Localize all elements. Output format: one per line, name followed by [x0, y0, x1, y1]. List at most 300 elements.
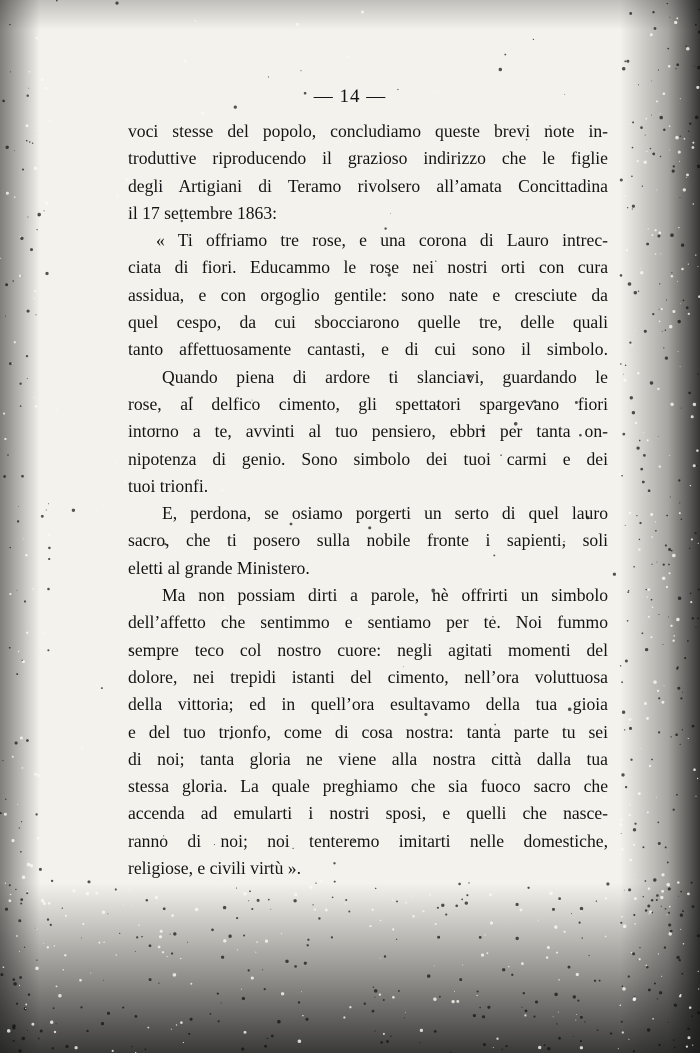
- scan-speck: [26, 140, 28, 142]
- scan-speck: [671, 275, 674, 278]
- scan-speck: [658, 953, 659, 954]
- scan-speck: [372, 1010, 375, 1013]
- scan-speck: [445, 914, 447, 916]
- scan-speck: [549, 892, 553, 896]
- scan-speck: [689, 122, 691, 124]
- scan-speck: [629, 341, 631, 343]
- scan-speck: [687, 640, 689, 642]
- scan-speck: [662, 331, 663, 332]
- scan-speck: [629, 859, 632, 862]
- scan-speck: [691, 1015, 693, 1017]
- scan-speck: [547, 1047, 550, 1050]
- scan-speck: [435, 923, 437, 925]
- scan-speck: [9, 647, 11, 649]
- scan-speck: [670, 930, 673, 933]
- scan-speck: [679, 135, 680, 136]
- scan-speck: [361, 11, 364, 14]
- scan-speck: [639, 440, 641, 442]
- scan-speck: [262, 969, 263, 970]
- scan-speck: [636, 515, 637, 516]
- scan-speck: [655, 253, 656, 254]
- scan-speck: [44, 210, 45, 211]
- scan-speck: [689, 548, 690, 549]
- scan-speck: [30, 864, 33, 867]
- scan-speck: [298, 1040, 302, 1044]
- scan-speck: [575, 1020, 576, 1021]
- scan-speck: [296, 23, 299, 26]
- text-line: rose, al delfico cimento, gli spettatori spargevano fiori: [128, 393, 608, 414]
- scan-speck: [22, 660, 23, 661]
- scan-speck: [647, 439, 649, 441]
- scan-speck: [665, 356, 668, 359]
- scan-speck: [641, 748, 642, 749]
- scan-speck: [131, 1046, 132, 1047]
- scan-speck: [183, 1042, 184, 1043]
- scan-speck: [41, 78, 44, 81]
- scan-speck: [693, 403, 696, 406]
- scan-speck: [658, 731, 660, 733]
- scan-speck: [26, 739, 29, 742]
- scan-speck: [628, 723, 629, 724]
- scan-speck: [640, 126, 643, 129]
- scan-speck: [668, 887, 671, 890]
- scan-speck: [633, 828, 636, 831]
- scan-speck: [658, 436, 659, 437]
- scan-speck: [0, 258, 1, 259]
- text-line: quel cespo, da cui sbocciarono quelle tre, delle quali: [128, 312, 608, 333]
- scan-speck: [4, 438, 6, 440]
- scan-speck: [248, 969, 250, 971]
- scan-speck: [684, 657, 686, 659]
- scan-speck: [116, 195, 118, 197]
- scan-speck: [427, 974, 430, 977]
- scan-speck: [668, 65, 671, 68]
- scan-speck: [661, 308, 663, 310]
- scan-speck: [659, 309, 660, 310]
- scan-speck: [348, 911, 350, 913]
- scan-speck: [667, 861, 669, 863]
- text-line: di noi; tanta gloria ne viene alla nostra città dalla tua: [128, 748, 608, 769]
- scan-speck: [190, 983, 192, 985]
- scan-speck: [642, 186, 643, 187]
- scan-speck: [0, 973, 3, 976]
- scan-speck: [180, 1021, 183, 1024]
- scan-speck: [369, 925, 371, 927]
- scan-speck: [627, 591, 629, 593]
- scan-speck: [37, 774, 40, 777]
- scan-speck: [103, 942, 105, 944]
- scan-speck: [656, 562, 657, 563]
- scan-speck: [80, 1006, 82, 1008]
- scan-speck: [159, 935, 162, 938]
- scan-speck: [10, 71, 11, 72]
- scan-speck: [622, 67, 625, 70]
- text-line: dolore, nei trepidi istanti del cimento, nell’ora voluttuosa: [128, 666, 608, 687]
- scan-speck: [686, 306, 689, 309]
- scan-speck: [39, 868, 42, 871]
- scan-speck: [298, 1001, 300, 1003]
- scan-speck: [505, 1045, 507, 1047]
- scan-speck: [22, 875, 26, 879]
- scan-speck: [158, 946, 161, 949]
- scan-speck: [683, 300, 685, 302]
- scan-speck: [692, 905, 695, 908]
- scan-speck: [476, 995, 477, 996]
- scan-speck: [681, 973, 683, 975]
- scan-speck: [642, 481, 645, 484]
- scan-speck: [628, 1039, 629, 1040]
- scan-speck: [9, 362, 12, 365]
- scan-speck: [264, 1045, 267, 1048]
- scan-speck: [580, 1016, 583, 1019]
- scan-speck: [648, 489, 651, 492]
- scan-speck: [325, 908, 328, 911]
- scan-speck: [676, 63, 679, 66]
- scan-speck: [667, 914, 668, 915]
- scan-speck: [594, 980, 596, 982]
- scan-speck: [281, 992, 284, 995]
- scan-speck: [16, 1003, 18, 1005]
- scan-speck: [236, 888, 237, 889]
- scan-speck: [666, 515, 668, 517]
- scan-speck: [35, 813, 37, 815]
- scan-speck: [571, 913, 572, 914]
- scan-speck: [347, 56, 349, 58]
- scan-speck: [516, 937, 519, 940]
- scan-speck: [624, 890, 625, 891]
- scan-speck: [20, 898, 23, 901]
- scan-speck: [43, 943, 44, 944]
- scan-speck: [639, 539, 641, 541]
- scan-speck: [673, 635, 675, 637]
- scan-speck: [5, 882, 6, 883]
- scan-speck: [163, 907, 166, 910]
- scan-speck: [81, 747, 84, 750]
- scan-speck: [15, 889, 16, 890]
- scan-speck: [105, 311, 106, 312]
- scan-speck: [18, 651, 19, 652]
- scan-speck: [663, 644, 664, 645]
- text-line: stessa gloria. La quale preghiamo che sia fuoco sacro che: [128, 776, 608, 797]
- scan-speck: [679, 512, 681, 514]
- scan-speck: [147, 1027, 149, 1029]
- scan-speck: [688, 738, 689, 739]
- scan-speck: [56, 409, 58, 411]
- scan-speck: [21, 475, 24, 478]
- scan-speck: [265, 940, 268, 943]
- scan-speck: [24, 947, 25, 948]
- scan-speck: [136, 936, 138, 938]
- scan-speck: [41, 899, 44, 902]
- scan-speck: [695, 532, 697, 534]
- scan-speck: [248, 900, 249, 901]
- scan-speck: [613, 573, 616, 576]
- scan-speck: [645, 118, 647, 120]
- scan-speck: [51, 880, 53, 882]
- text-line: troduttive riproducendo il grazioso indirizzo che le figlie: [128, 148, 608, 169]
- scan-speck: [697, 934, 700, 937]
- text-line: ciata di fiori. Educammo le rose nei nostri orti con cura: [128, 257, 608, 278]
- scan-speck: [619, 823, 622, 826]
- scan-speck: [392, 899, 393, 900]
- scan-speck: [392, 928, 394, 930]
- scan-speck: [386, 1040, 389, 1043]
- scan-speck: [651, 115, 652, 116]
- scan-speck: [26, 355, 28, 357]
- scan-speck: [621, 848, 624, 851]
- scan-speck: [27, 1030, 28, 1031]
- scan-speck: [482, 1015, 485, 1018]
- scan-speck: [673, 1039, 675, 1041]
- scan-speck: [10, 894, 12, 896]
- text-line: sacro, che ti posero sulla nobile fronte i sapienti, soli: [128, 530, 608, 551]
- scan-speck: [675, 733, 678, 736]
- scan-speck: [626, 60, 629, 63]
- scan-speck: [124, 480, 127, 483]
- scan-speck: [679, 502, 680, 503]
- scan-speck: [690, 601, 692, 603]
- scan-speck: [638, 548, 640, 550]
- scan-speck: [27, 378, 28, 379]
- scan-speck: [624, 729, 625, 730]
- scan-speck: [419, 1042, 420, 1043]
- scan-speck: [695, 24, 697, 26]
- scan-speck: [670, 233, 674, 237]
- scan-speck: [54, 945, 55, 946]
- scan-speck: [223, 939, 226, 942]
- scan-speck: [43, 902, 46, 905]
- scan-speck: [37, 837, 40, 840]
- scan-speck: [112, 1050, 114, 1052]
- scan-speck: [504, 54, 506, 56]
- scan-speck: [373, 987, 374, 988]
- scan-speck: [680, 744, 681, 745]
- scan-speck: [466, 894, 468, 896]
- scan-speck: [195, 20, 197, 22]
- scan-speck: [649, 765, 651, 767]
- scan-speck: [638, 291, 639, 292]
- scan-speck: [693, 768, 696, 771]
- scan-speck: [668, 912, 670, 914]
- scan-speck: [675, 68, 676, 69]
- scan-speck: [663, 563, 665, 565]
- scan-speck: [405, 902, 407, 904]
- scan-speck: [36, 229, 37, 230]
- scan-speck: [132, 905, 133, 906]
- scan-speck: [236, 917, 238, 919]
- scan-speck: [19, 827, 20, 828]
- scan-speck: [101, 687, 103, 689]
- scan-speck: [48, 534, 51, 537]
- scan-speck: [332, 896, 334, 898]
- scan-speck: [558, 1037, 561, 1040]
- scan-speck: [665, 329, 667, 331]
- scan-speck: [651, 564, 652, 565]
- scan-speck: [622, 711, 625, 714]
- scan-speck: [19, 985, 20, 986]
- scan-speck: [40, 1030, 43, 1033]
- scan-speck: [188, 1033, 190, 1035]
- scan-speck: [677, 881, 680, 884]
- scan-speck: [56, 985, 58, 987]
- scan-speck: [294, 893, 297, 896]
- scan-speck: [82, 923, 84, 925]
- scan-speck: [652, 1018, 654, 1020]
- scan-speck: [573, 995, 576, 998]
- scan-speck: [32, 588, 33, 589]
- scan-speck: [44, 632, 46, 634]
- scan-speck: [374, 989, 378, 993]
- scan-speck: [364, 1003, 366, 1005]
- scan-speck: [7, 1029, 11, 1033]
- scan-speck: [631, 345, 632, 346]
- scan-speck: [18, 1049, 21, 1052]
- scan-speck: [36, 37, 39, 40]
- scan-speck: [349, 1006, 351, 1008]
- scan-speck: [392, 996, 395, 999]
- scan-speck: [103, 980, 104, 981]
- scan-speck: [655, 521, 656, 522]
- text-line: E, perdona, se osiamo porgerti un serto di quel lauro: [162, 503, 608, 524]
- scan-speck: [681, 244, 684, 247]
- text-line: Ma non possiam dirti a parole, nè offrirti un simbolo: [162, 585, 608, 606]
- scan-speck: [580, 1040, 582, 1042]
- scan-speck: [671, 272, 672, 273]
- scan-speck: [659, 991, 662, 994]
- scan-speck: [677, 687, 680, 690]
- scan-speck: [645, 589, 646, 590]
- scan-speck: [90, 972, 91, 973]
- text-line: dell’affetto che sentimmo e sentiamo per te. Noi fummo: [128, 612, 608, 633]
- scan-speck: [682, 692, 683, 693]
- scan-speck: [20, 237, 23, 240]
- scan-speck: [556, 1023, 557, 1024]
- scan-speck: [441, 904, 444, 907]
- scan-speck: [661, 890, 664, 893]
- scan-speck: [649, 610, 650, 611]
- scan-speck: [374, 1030, 375, 1031]
- scan-speck: [667, 48, 669, 50]
- scan-speck: [663, 129, 666, 132]
- scan-speck: [651, 234, 653, 236]
- scan-speck: [670, 403, 673, 406]
- scan-speck: [631, 952, 632, 953]
- scan-speck: [655, 530, 657, 532]
- scan-speck: [618, 1048, 619, 1049]
- scan-speck: [692, 142, 694, 144]
- scan-speck: [620, 819, 623, 822]
- scan-speck: [25, 554, 28, 557]
- scan-speck: [461, 899, 463, 901]
- scan-speck: [671, 550, 673, 552]
- scan-speck: [524, 1014, 526, 1016]
- scan-speck: [29, 141, 31, 143]
- scan-speck: [651, 759, 653, 761]
- scan-speck: [678, 597, 682, 601]
- scan-speck: [249, 890, 251, 892]
- scan-speck: [651, 899, 654, 902]
- scan-speck: [380, 958, 381, 959]
- scan-speck: [171, 914, 174, 917]
- scan-speck: [663, 347, 664, 348]
- scan-speck: [677, 281, 678, 282]
- scan-speck: [640, 268, 641, 269]
- scan-speck: [638, 958, 640, 960]
- scan-speck: [629, 814, 631, 816]
- scan-speck: [45, 202, 48, 205]
- scan-speck: [660, 253, 661, 254]
- scan-speck: [27, 891, 28, 892]
- scan-speck: [35, 405, 38, 408]
- scan-speck: [635, 330, 636, 331]
- scan-speck: [455, 905, 458, 908]
- scan-speck: [383, 1033, 385, 1035]
- scan-speck: [20, 903, 22, 905]
- scan-speck: [637, 372, 640, 375]
- scan-speck: [456, 1000, 459, 1003]
- scan-speck: [201, 112, 204, 115]
- scan-speck: [625, 195, 627, 197]
- scan-speck: [648, 588, 651, 591]
- scan-speck: [502, 968, 505, 971]
- scan-speck: [72, 889, 75, 892]
- scan-speck: [653, 878, 656, 881]
- scan-speck: [648, 988, 651, 991]
- scan-speck: [521, 962, 524, 965]
- scan-speck: [658, 1044, 660, 1046]
- scan-speck: [170, 934, 171, 935]
- scan-speck: [640, 271, 643, 274]
- scan-speck: [9, 593, 11, 595]
- scan-speck: [619, 774, 621, 776]
- scan-speck: [440, 53, 441, 54]
- scan-speck: [115, 2, 118, 5]
- scan-speck: [629, 12, 632, 15]
- text-line: assidua, e con orgoglio gentile: sono nate e cresciute da: [128, 284, 608, 305]
- scan-speck: [35, 314, 36, 315]
- scan-speck: [620, 179, 623, 182]
- scan-speck: [79, 979, 82, 982]
- scan-speck: [173, 973, 177, 977]
- scan-speck: [681, 408, 682, 409]
- scan-speck: [35, 928, 36, 929]
- scan-speck: [29, 71, 31, 73]
- scan-speck: [5, 799, 6, 800]
- scan-speck: [36, 959, 37, 960]
- scan-speck: [211, 928, 214, 931]
- scan-speck: [654, 27, 657, 30]
- scan-speck: [58, 994, 61, 997]
- scan-speck: [664, 946, 666, 948]
- scan-speck: [241, 1048, 244, 1051]
- scan-speck: [404, 1017, 405, 1018]
- scan-speck: [538, 1046, 541, 1049]
- scan-speck: [643, 432, 644, 433]
- scan-speck: [650, 148, 652, 150]
- scan-speck: [23, 538, 24, 539]
- scan-speck: [672, 170, 675, 173]
- scan-speck: [635, 632, 636, 633]
- scan-speck: [489, 893, 492, 896]
- scan-speck: [633, 566, 635, 568]
- scan-speck: [56, 1023, 57, 1024]
- text-line: il 17 settembre 1863:: [128, 202, 278, 223]
- scan-speck: [646, 717, 649, 720]
- scan-speck: [481, 954, 484, 957]
- scan-speck: [115, 463, 117, 465]
- scan-speck: [0, 812, 2, 814]
- scan-speck: [622, 1031, 624, 1033]
